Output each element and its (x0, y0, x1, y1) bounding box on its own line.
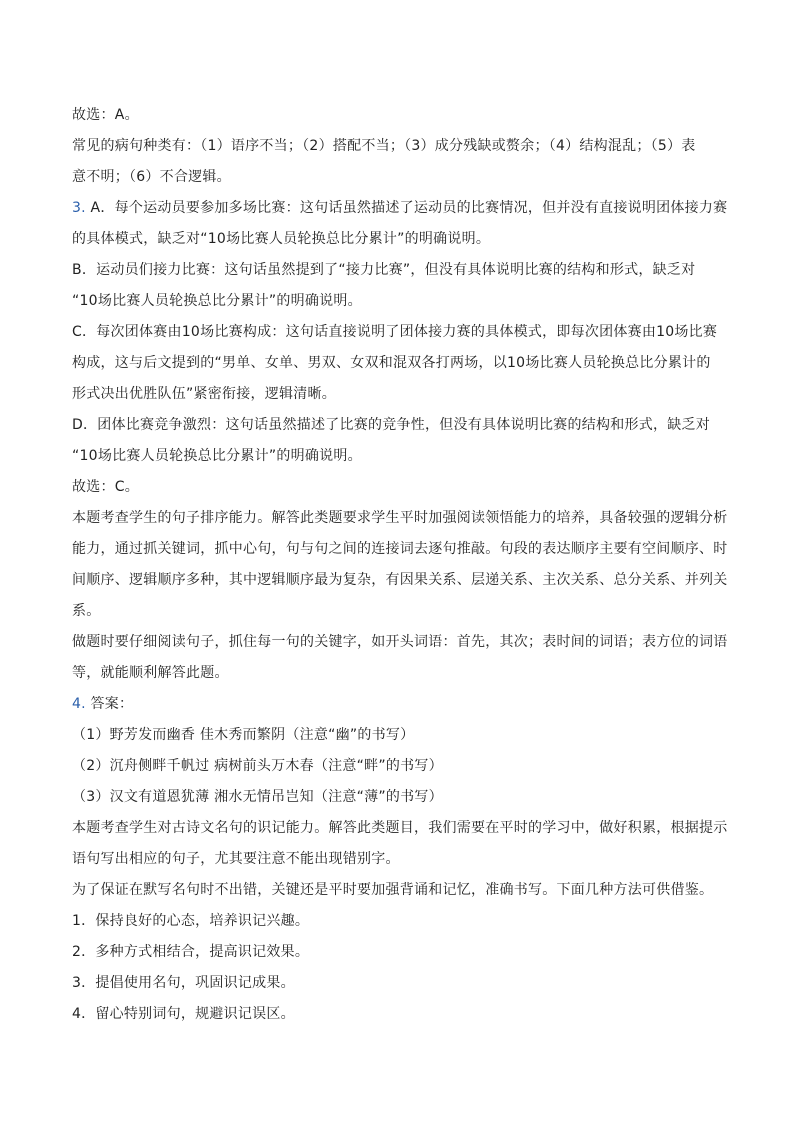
q4-method-item-3: 3．提倡使用名句，巩固识记成果。 (72, 975, 295, 991)
answer-line-q3: 故选：C。 (72, 479, 140, 495)
q3-analysis-line: 系。 (72, 603, 101, 619)
question-4-answer-3: （3）汉文有道恩犹薄 湘水无情吊岂知（注意“薄”的书写） (72, 789, 443, 805)
question-3-option-c-cont: 构成，这与后文提到的“男单、女单、男双、女双和混双各打两场，以10场比赛人员轮换总比分累计的 (72, 355, 711, 371)
question-3-option-c: C．每次团体赛由10场比赛构成：这句话直接说明了团体接力赛的具体模式，即每次团体赛由10场比赛 (72, 324, 718, 340)
question-4-answer-2: （2）沉舟侧畔千帆过 病树前头万木春（注意“畔”的书写） (72, 758, 443, 774)
question-3-option-b-cont: “10场比赛人员轮换总比分累计”的明确说明。 (72, 293, 362, 309)
question-4-answer-1: （1）野芳发而幽香 佳木秀而繁阴（注意“幽”的书写） (72, 727, 415, 743)
question-4-header: 4. 答案： (72, 696, 134, 712)
question-number-3: 3. (72, 200, 86, 216)
question-3-option-a-cont: 的具体模式，缺乏对“10场比赛人员轮换总比分累计”的明确说明。 (72, 231, 491, 247)
q4-method-item-1: 1．保持良好的心态，培养识记兴趣。 (72, 913, 310, 929)
question-3-option-c-cont2: 形式决出优胜队伍”紧密衔接，逻辑清晰。 (72, 386, 337, 402)
q4-analysis-line: 本题考查学生对古诗文名句的识记能力。解答此类题目，我们需要在平时的学习中，做好积累，根据提示 (72, 820, 728, 836)
q3-tip-line: 做题时要仔细阅读句子，抓住每一句的关键字，如开头词语：首先，其次；表时间的词语；表方位的词语 (72, 634, 728, 650)
q4-method-item-2: 2．多种方式相结合，提高识记效果。 (72, 944, 310, 960)
q4-method-intro: 为了保证在默写名句时不出错，关键还是平时要加强背诵和记忆，准确书写。下面几种方法可供借鉴。 (72, 882, 714, 898)
q3-tip-line: 等，就能顺利解答此题。 (72, 665, 229, 681)
question-3-option-d: D．团体比赛竞争激烈：这句话虽然描述了比赛的竞争性，但没有具体说明比赛的结构和形式，缺乏对 (72, 417, 711, 433)
sentence-error-types-line: 常见的病句种类有：（1）语序不当；（2）搭配不当；（3）成分残缺或赘余；（4）结构混乱；（5）表 (72, 138, 696, 154)
q3-analysis-line: 本题考查学生的句子排序能力。解答此类题要求学生平时加强阅读领悟能力的培养，具备较强的逻辑分析 (72, 510, 728, 526)
question-3-option-d-cont: “10场比赛人员轮换总比分累计”的明确说明。 (72, 448, 362, 464)
question-3-option-a: 3. A．每个运动员要参加多场比赛：这句话虽然描述了运动员的比赛情况，但并没有直接说明团体接力赛 (72, 200, 728, 216)
q4-analysis-line: 语句写出相应的句子，尤其要注意不能出现错别字。 (72, 851, 400, 867)
q4-method-item-4: 4．留心特别词句，规避识记误区。 (72, 1006, 295, 1022)
document-page (72, 100, 728, 1030)
q3-analysis-line: 间顺序、逻辑顺序多种，其中逻辑顺序最为复杂，有因果关系、层递关系、主次关系、总分关系、并列关 (72, 572, 728, 588)
sentence-error-types-line-cont: 意不明；（6）不合逻辑。 (72, 169, 231, 185)
question-number-4: 4. (72, 696, 86, 712)
answer-line-q2: 故选：A。 (72, 107, 139, 123)
q3-analysis-line: 能力，通过抓关键词，抓中心句，句与句之间的连接词去逐句推敲。句段的表达顺序主要有空间顺序、时 (72, 541, 728, 557)
question-3-option-b: B．运动员们接力比赛：这句话虽然提到了“接力比赛”，但没有具体说明比赛的结构和形式，缺乏对 (72, 262, 696, 278)
